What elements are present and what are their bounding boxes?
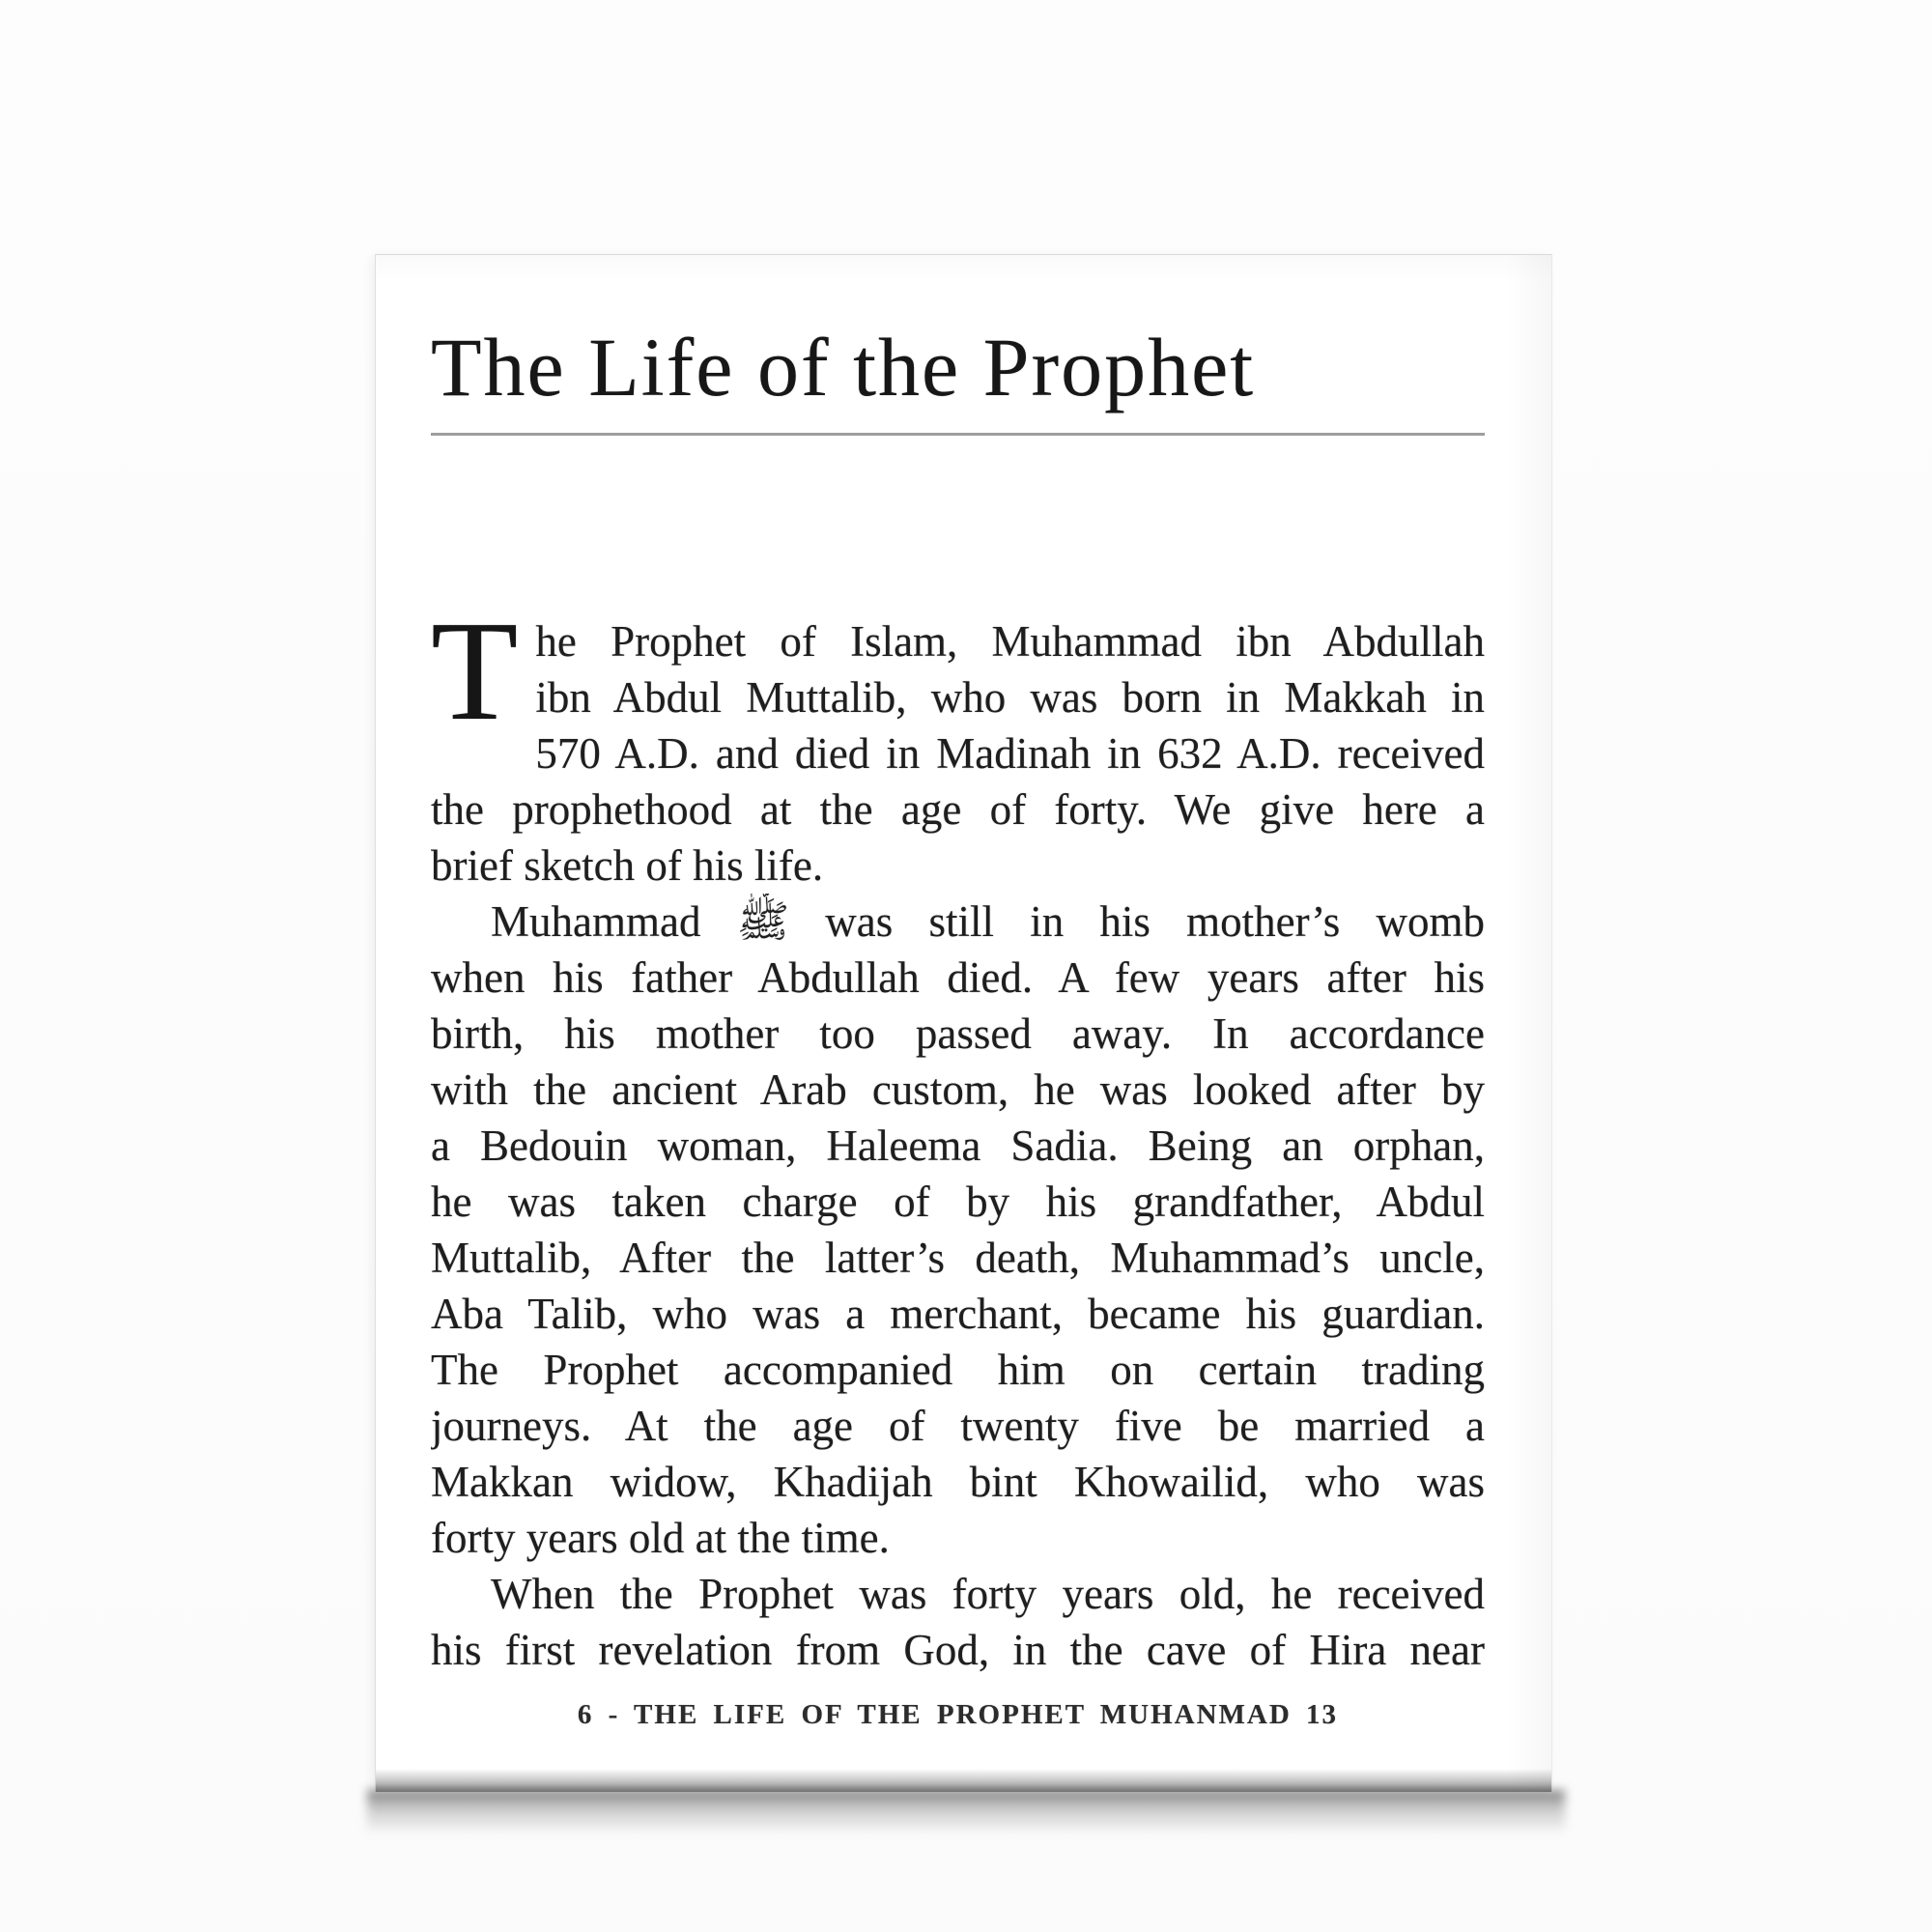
paragraph-2 bbox=[431, 894, 1485, 1566]
body-line: he was taken charge of by his grandfather, Abdul bbox=[431, 1178, 1485, 1226]
body-line: The Prophet accompanied him on certain trading bbox=[431, 1346, 1485, 1394]
body-line: forty years old at the time. bbox=[431, 1514, 890, 1562]
body-line: Aba Talib, who was a merchant, became his guardian. bbox=[431, 1290, 1485, 1338]
running-footer: 6 - THE LIFE OF THE PROPHET MUHANMAD 13 bbox=[577, 1699, 1339, 1730]
title-divider-rule bbox=[431, 433, 1485, 436]
page-bottom-shadow bbox=[367, 1790, 1565, 1834]
body-line: Makkan widow, Khadijah bint Khowailid, who was bbox=[431, 1458, 1485, 1506]
body-line: Muttalib, After the latter’s death, Muhammad’s uncle, bbox=[431, 1234, 1485, 1282]
body-line: ibn Abdul Muttalib, who was born in Makkah in bbox=[535, 673, 1485, 722]
body-line: the prophethood at the age of forty. We give here a bbox=[431, 785, 1485, 834]
body-line: When the Prophet was forty years old, he received bbox=[491, 1570, 1485, 1618]
body-line: he Prophet of Islam, Muhammad ibn Abdullah bbox=[535, 617, 1485, 666]
body-line: Muhammad ﷺ was still in his mother’s womb bbox=[491, 897, 1485, 946]
body-line: a Bedouin woman, Haleema Sadia. Being an orphan, bbox=[431, 1122, 1485, 1170]
body-line: with the ancient Arab custom, he was looked after by bbox=[431, 1065, 1485, 1114]
body-line: 570 A.D. and died in Madinah in 632 A.D. received bbox=[535, 729, 1485, 778]
body-line: his first revelation from God, in the cave of Hira near bbox=[431, 1626, 1485, 1674]
body-text bbox=[431, 592, 1485, 1678]
body-line: brief sketch of his life. bbox=[431, 841, 824, 890]
book-page bbox=[375, 254, 1552, 1792]
body-line: birth, his mother too passed away. In accordance bbox=[431, 1009, 1485, 1058]
page-title: The Life of the Prophet bbox=[431, 321, 1256, 413]
paragraph-3 bbox=[431, 1566, 1485, 1678]
body-line: when his father Abdullah died. A few years after his bbox=[431, 953, 1485, 1002]
paragraph-1 bbox=[431, 592, 1485, 894]
body-line: journeys. At the age of twenty five be married a bbox=[431, 1402, 1485, 1450]
drop-cap-initial: T bbox=[431, 592, 519, 751]
